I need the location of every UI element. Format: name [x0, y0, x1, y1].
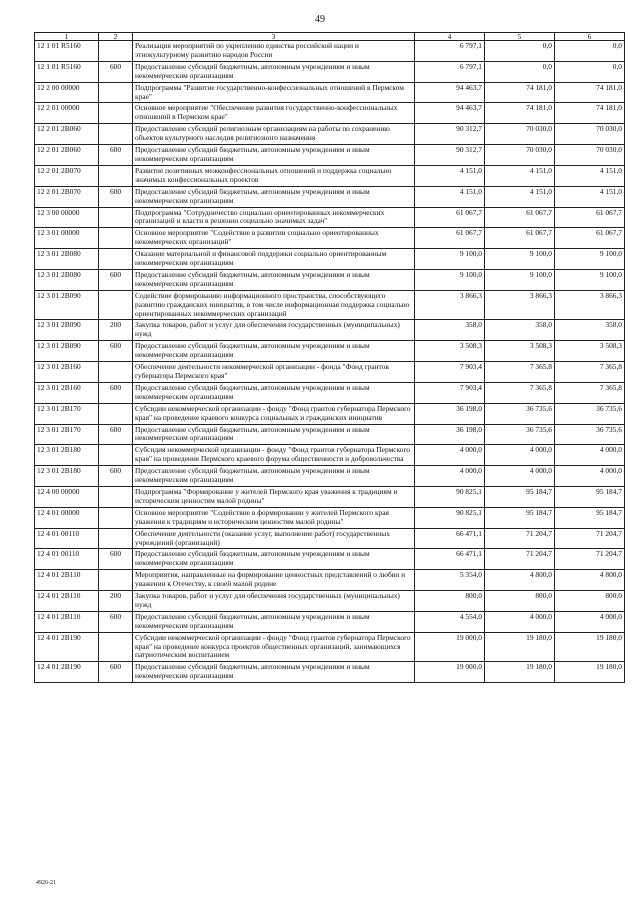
amount-year2-cell: 7 365,8: [485, 382, 555, 403]
table-row: [35, 186, 625, 207]
amount-year3-cell: 61 067,7: [555, 207, 625, 228]
amount-year3-cell: 800,0: [555, 591, 625, 612]
expense-type-cell: [99, 207, 133, 228]
target-code-cell: 12 3 01 2B090: [35, 290, 99, 320]
amount-year3-cell: 4 151,0: [555, 165, 625, 186]
description-cell: Содействие формированию информационного пространства, способствующего развитию гражданских инициатив, в том числе информационная поддержка социально ориентированных некоммерческих организаций: [133, 290, 415, 320]
description-cell: Предоставление субсидий религиозным организациям на работы по сохранению объектов культурного наследия религиозного назначения: [133, 124, 415, 145]
amount-year2-cell: 74 181,0: [485, 103, 555, 124]
target-code-cell: 12 3 01 2B170: [35, 424, 99, 445]
expense-type-cell: 200: [99, 320, 133, 341]
amount-year3-cell: 19 180,0: [555, 632, 625, 662]
amount-year1-cell: 358,0: [415, 320, 485, 341]
expense-type-cell: 600: [99, 466, 133, 487]
table-row: [35, 528, 625, 549]
amount-year2-cell: 0,0: [485, 41, 555, 62]
description-cell: Подпрограмма "Сотрудничество социально ориентированных некоммерческих организаций и власти в решении социально значимых задач": [133, 207, 415, 228]
expense-type-cell: 600: [99, 549, 133, 570]
description-cell: Оказание материальной и финансовой поддержки социально ориентированным некоммерческим организациям: [133, 249, 415, 270]
expense-type-cell: [99, 403, 133, 424]
amount-year1-cell: 90 312,7: [415, 124, 485, 145]
amount-year2-cell: 19 180,0: [485, 632, 555, 662]
description-cell: Развитие позитивных межконфессиональных отношений и поддержка социально значимых конфессиональных проектов: [133, 165, 415, 186]
target-code-cell: 12 3 01 2B080: [35, 269, 99, 290]
expense-type-cell: [99, 632, 133, 662]
amount-year2-cell: 19 180,0: [485, 662, 555, 683]
amount-year1-cell: 66 471,1: [415, 528, 485, 549]
amount-year1-cell: 61 067,7: [415, 228, 485, 249]
amount-year3-cell: 358,0: [555, 320, 625, 341]
amount-year3-cell: 7 365,8: [555, 382, 625, 403]
column-header: 2: [99, 33, 133, 41]
description-cell: Предоставление субсидий бюджетным, автономным учреждениям и иным некоммерческим организациям: [133, 662, 415, 683]
target-code-cell: 12 3 01 2B160: [35, 362, 99, 383]
target-code-cell: 12 2 01 00000: [35, 103, 99, 124]
table-row: [35, 632, 625, 662]
table-row: [35, 549, 625, 570]
table-row: [35, 165, 625, 186]
table-row: [35, 290, 625, 320]
description-cell: Основное мероприятие "Содействие в формировании у жителей Пермского края уважения к традициям и историческим ценностям малой родины": [133, 507, 415, 528]
amount-year1-cell: 90 825,1: [415, 507, 485, 528]
description-cell: Закупка товаров, работ и услуг для обеспечения государственных (муниципальных) нужд: [133, 320, 415, 341]
amount-year1-cell: 3 866,3: [415, 290, 485, 320]
amount-year2-cell: 4 800,0: [485, 570, 555, 591]
amount-year2-cell: 74 181,0: [485, 82, 555, 103]
target-code-cell: 12 2 01 2B060: [35, 124, 99, 145]
expense-type-cell: [99, 528, 133, 549]
amount-year2-cell: 61 067,7: [485, 207, 555, 228]
amount-year1-cell: 9 100,0: [415, 249, 485, 270]
target-code-cell: 12 1 01 R5160: [35, 61, 99, 82]
target-code-cell: 12 4 01 2B110: [35, 570, 99, 591]
target-code-cell: 12 4 01 2B190: [35, 662, 99, 683]
amount-year1-cell: 90 825,1: [415, 486, 485, 507]
amount-year2-cell: 4 151,0: [485, 186, 555, 207]
amount-year1-cell: 36 198,0: [415, 424, 485, 445]
amount-year3-cell: 3 866,3: [555, 290, 625, 320]
table-row: [35, 269, 625, 290]
description-cell: Мероприятия, направленные на формирование ценностных представлений о любви и уважении к Отечеству, к своей малой родине: [133, 570, 415, 591]
column-header: 1: [35, 33, 99, 41]
amount-year3-cell: 36 735,6: [555, 424, 625, 445]
amount-year3-cell: 3 508,3: [555, 341, 625, 362]
amount-year2-cell: 4 000,0: [485, 445, 555, 466]
amount-year1-cell: 19 000,0: [415, 662, 485, 683]
table-row: [35, 424, 625, 445]
description-cell: Закупка товаров, работ и услуг для обеспечения государственных (муниципальных) нужд: [133, 591, 415, 612]
description-cell: Субсидии некоммерческой организации - фонду "Фонд грантов губернатора Пермского края" на проведение краевого конкурса социальных и гражданских инициатив: [133, 403, 415, 424]
table-row: [35, 341, 625, 362]
column-header: 6: [555, 33, 625, 41]
amount-year1-cell: 5 354,0: [415, 570, 485, 591]
budget-table: [34, 32, 625, 683]
target-code-cell: 12 4 01 2B110: [35, 591, 99, 612]
amount-year1-cell: 4 554,0: [415, 611, 485, 632]
expense-type-cell: [99, 165, 133, 186]
amount-year3-cell: 71 204,7: [555, 549, 625, 570]
amount-year1-cell: 3 508,3: [415, 341, 485, 362]
amount-year3-cell: 4 151,0: [555, 186, 625, 207]
expense-type-cell: 600: [99, 61, 133, 82]
expense-type-cell: [99, 41, 133, 62]
amount-year2-cell: 36 735,6: [485, 403, 555, 424]
expense-type-cell: [99, 445, 133, 466]
target-code-cell: 12 2 01 2B060: [35, 145, 99, 166]
description-cell: Предоставление субсидий бюджетным, автономным учреждениям и иным некоммерческим организациям: [133, 186, 415, 207]
expense-type-cell: [99, 228, 133, 249]
expense-type-cell: 600: [99, 186, 133, 207]
column-header: 4: [415, 33, 485, 41]
expense-type-cell: 200: [99, 591, 133, 612]
target-code-cell: 12 2 01 2B070: [35, 186, 99, 207]
table-row: [35, 445, 625, 466]
column-header: 5: [485, 33, 555, 41]
amount-year2-cell: 95 184,7: [485, 486, 555, 507]
amount-year1-cell: 4 151,0: [415, 186, 485, 207]
amount-year2-cell: 70 030,0: [485, 145, 555, 166]
expense-type-cell: [99, 124, 133, 145]
target-code-cell: 12 3 01 2B160: [35, 382, 99, 403]
table-row: [35, 124, 625, 145]
amount-year3-cell: 36 735,6: [555, 403, 625, 424]
table-row: [35, 466, 625, 487]
amount-year1-cell: 4 151,0: [415, 165, 485, 186]
amount-year2-cell: 7 365,8: [485, 362, 555, 383]
expense-type-cell: [99, 82, 133, 103]
amount-year2-cell: 3 866,3: [485, 290, 555, 320]
expense-type-cell: 600: [99, 424, 133, 445]
amount-year1-cell: 6 797,1: [415, 41, 485, 62]
target-code-cell: 12 3 01 00000: [35, 228, 99, 249]
amount-year3-cell: 0,0: [555, 41, 625, 62]
amount-year1-cell: 66 471,1: [415, 549, 485, 570]
amount-year1-cell: 6 797,1: [415, 61, 485, 82]
table-row: [35, 228, 625, 249]
table-row: [35, 591, 625, 612]
description-cell: Основное мероприятие "Обеспечение развития государственно-конфессиональных отношений в Пермском крае": [133, 103, 415, 124]
target-code-cell: 12 3 01 2B090: [35, 320, 99, 341]
table-body: [35, 41, 625, 683]
target-code-cell: 12 4 01 00000: [35, 507, 99, 528]
amount-year3-cell: 61 067,7: [555, 228, 625, 249]
amount-year2-cell: 36 735,6: [485, 424, 555, 445]
table-row: [35, 249, 625, 270]
table-row: [35, 362, 625, 383]
target-code-cell: 12 4 01 00110: [35, 549, 99, 570]
table-row: [35, 82, 625, 103]
description-cell: Основное мероприятие "Содействие в развитии социально ориентированных некоммерческих организаций": [133, 228, 415, 249]
table-row: [35, 41, 625, 62]
expense-type-cell: [99, 570, 133, 591]
table-row: [35, 662, 625, 683]
description-cell: Обеспечение деятельности (оказание услуг, выполнение работ) государственных учреждений (организаций): [133, 528, 415, 549]
amount-year2-cell: 95 184,7: [485, 507, 555, 528]
expense-type-cell: [99, 486, 133, 507]
amount-year3-cell: 7 365,8: [555, 362, 625, 383]
amount-year3-cell: 0,0: [555, 61, 625, 82]
description-cell: Предоставление субсидий бюджетным, автономным учреждениям и иным некоммерческим организациям: [133, 611, 415, 632]
amount-year1-cell: 800,0: [415, 591, 485, 612]
expense-type-cell: [99, 362, 133, 383]
expense-type-cell: [99, 249, 133, 270]
amount-year2-cell: 71 204,7: [485, 528, 555, 549]
expense-type-cell: [99, 290, 133, 320]
table-row: [35, 611, 625, 632]
table-row: [35, 403, 625, 424]
amount-year2-cell: 0,0: [485, 61, 555, 82]
table-row: [35, 145, 625, 166]
description-cell: Субсидия некоммерческой организации - фонду "Фонд грантов губернатора Пермского края" на проведение Пермского краевого форума общественности и добровольчества: [133, 445, 415, 466]
amount-year2-cell: 9 100,0: [485, 249, 555, 270]
target-code-cell: 12 2 01 2B070: [35, 165, 99, 186]
amount-year1-cell: 19 000,0: [415, 632, 485, 662]
target-code-cell: 12 3 01 2B080: [35, 249, 99, 270]
expense-type-cell: 600: [99, 662, 133, 683]
expense-type-cell: 600: [99, 145, 133, 166]
amount-year3-cell: 4 000,0: [555, 445, 625, 466]
description-cell: Подпрограмма "Развитие государственно-конфессиональных отношений в Пермском крае": [133, 82, 415, 103]
description-cell: Предоставление субсидий бюджетным, автономным учреждениям и иным некоммерческим организациям: [133, 61, 415, 82]
amount-year3-cell: 9 100,0: [555, 269, 625, 290]
amount-year1-cell: 61 067,7: [415, 207, 485, 228]
description-cell: Предоставление субсидий бюджетным, автономным учреждениям и иным некоммерческим организациям: [133, 145, 415, 166]
amount-year2-cell: 4 000,0: [485, 611, 555, 632]
target-code-cell: 12 2 00 00000: [35, 82, 99, 103]
description-cell: Предоставление субсидий бюджетным, автономным учреждениям и иным некоммерческим организациям: [133, 269, 415, 290]
target-code-cell: 12 3 01 2B180: [35, 466, 99, 487]
target-code-cell: 12 4 01 2B190: [35, 632, 99, 662]
table-row: [35, 320, 625, 341]
expense-type-cell: 600: [99, 611, 133, 632]
amount-year3-cell: 95 184,7: [555, 507, 625, 528]
amount-year3-cell: 9 100,0: [555, 249, 625, 270]
amount-year1-cell: 94 463,7: [415, 82, 485, 103]
expense-type-cell: 600: [99, 382, 133, 403]
footer-code: 4926-21: [36, 880, 56, 886]
target-code-cell: 12 4 01 2B110: [35, 611, 99, 632]
table-header-row: [35, 33, 625, 41]
description-cell: Подпрограмма "Формирование у жителей Пермского края уважения к традициям и историческим ценностям малой родины": [133, 486, 415, 507]
amount-year3-cell: 4 000,0: [555, 466, 625, 487]
description-cell: Реализация мероприятий по укреплению единства российской нации и этнокультурному развитию народов России: [133, 41, 415, 62]
table-row: [35, 570, 625, 591]
amount-year1-cell: 94 463,7: [415, 103, 485, 124]
amount-year1-cell: 7 903,4: [415, 362, 485, 383]
expense-type-cell: [99, 507, 133, 528]
amount-year2-cell: 3 508,3: [485, 341, 555, 362]
expense-type-cell: 600: [99, 341, 133, 362]
amount-year3-cell: 70 030,0: [555, 124, 625, 145]
amount-year2-cell: 4 151,0: [485, 165, 555, 186]
target-code-cell: 12 3 01 2B170: [35, 403, 99, 424]
amount-year1-cell: 9 100,0: [415, 269, 485, 290]
amount-year3-cell: 19 180,0: [555, 662, 625, 683]
amount-year2-cell: 61 067,7: [485, 228, 555, 249]
table-row: [35, 61, 625, 82]
description-cell: Предоставление субсидий бюджетным, автономным учреждениям и иным некоммерческим организациям: [133, 382, 415, 403]
expense-type-cell: [99, 103, 133, 124]
expense-type-cell: 600: [99, 269, 133, 290]
amount-year2-cell: 9 100,0: [485, 269, 555, 290]
amount-year3-cell: 4 800,0: [555, 570, 625, 591]
target-code-cell: 12 3 00 00000: [35, 207, 99, 228]
amount-year3-cell: 71 204,7: [555, 528, 625, 549]
amount-year2-cell: 358,0: [485, 320, 555, 341]
amount-year1-cell: 90 312,7: [415, 145, 485, 166]
amount-year2-cell: 800,0: [485, 591, 555, 612]
target-code-cell: 12 4 00 00000: [35, 486, 99, 507]
amount-year1-cell: 36 198,0: [415, 403, 485, 424]
amount-year1-cell: 7 903,4: [415, 382, 485, 403]
amount-year1-cell: 4 000,0: [415, 445, 485, 466]
table-row: [35, 382, 625, 403]
amount-year2-cell: 70 030,0: [485, 124, 555, 145]
target-code-cell: 12 4 01 00110: [35, 528, 99, 549]
description-cell: Предоставление субсидий бюджетным, автономным учреждениям и иным некоммерческим организациям: [133, 424, 415, 445]
amount-year3-cell: 70 030,0: [555, 145, 625, 166]
amount-year1-cell: 4 000,0: [415, 466, 485, 487]
description-cell: Предоставление субсидий бюджетным, автономным учреждениям и иным некоммерческим организациям: [133, 549, 415, 570]
table-row: [35, 486, 625, 507]
table-row: [35, 103, 625, 124]
amount-year3-cell: 4 000,0: [555, 611, 625, 632]
page-number: 49: [315, 14, 325, 25]
target-code-cell: 12 3 01 2B090: [35, 341, 99, 362]
table-row: [35, 207, 625, 228]
target-code-cell: 12 3 01 2B180: [35, 445, 99, 466]
amount-year3-cell: 74 181,0: [555, 82, 625, 103]
amount-year2-cell: 4 000,0: [485, 466, 555, 487]
description-cell: Субсидии некоммерческой организации - фонду "Фонд грантов губернатора Пермского края" на проведение конкурса проектов общественных организаций, занимающихся патриотическим воспитанием: [133, 632, 415, 662]
column-header: 3: [133, 33, 415, 41]
description-cell: Предоставление субсидий бюджетным, автономным учреждениям и иным некоммерческим организациям: [133, 466, 415, 487]
amount-year3-cell: 95 184,7: [555, 486, 625, 507]
table-row: [35, 507, 625, 528]
amount-year3-cell: 74 181,0: [555, 103, 625, 124]
description-cell: Предоставление субсидий бюджетным, автономным учреждениям и иным некоммерческим организациям: [133, 341, 415, 362]
amount-year2-cell: 71 204,7: [485, 549, 555, 570]
target-code-cell: 12 1 01 R5160: [35, 41, 99, 62]
description-cell: Обеспечение деятельности некоммерческой организации - фонда "Фонд грантов губернатора Пермского края": [133, 362, 415, 383]
